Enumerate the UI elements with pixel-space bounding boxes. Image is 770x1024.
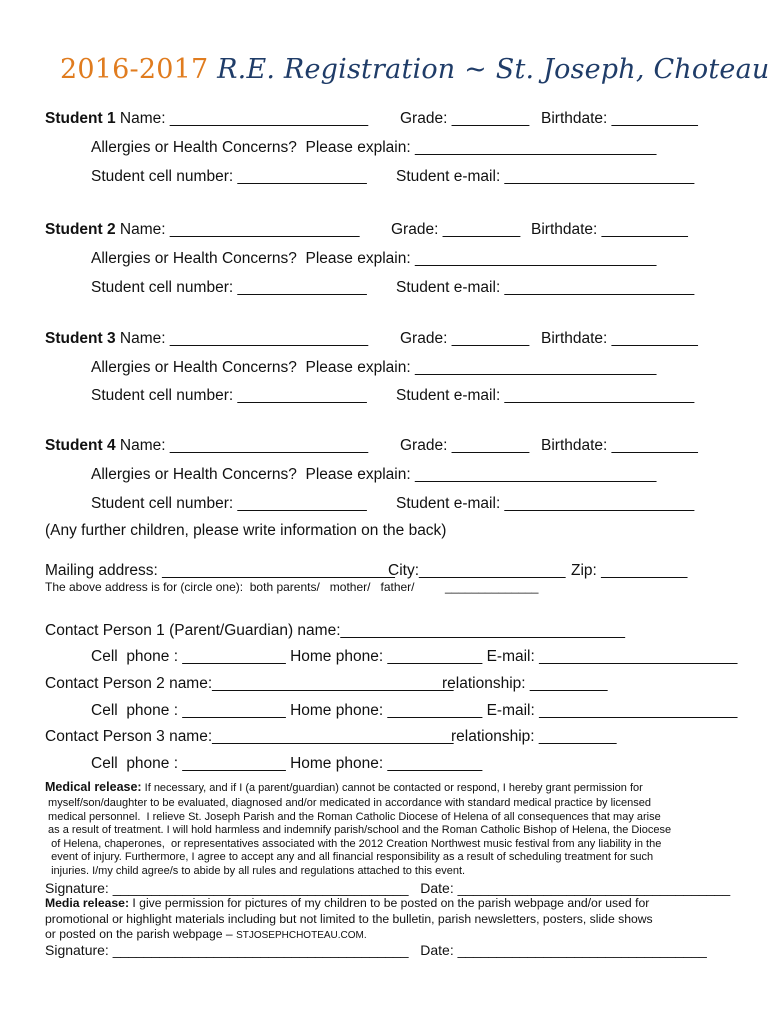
student-grade-field[interactable]: Grade: _________ (400, 437, 530, 454)
student-4-name-row (45, 437, 368, 455)
student-cell-field[interactable]: Student cell number: _______________ (91, 279, 367, 296)
mailing-address-field[interactable]: Mailing address: ___________________________ (45, 562, 395, 579)
media-signature-row[interactable]: Signature: ______________________________________ Date: ________________________________ (45, 942, 707, 958)
media-release-first-line (45, 895, 649, 911)
media-release-text: or posted on the parish webpage – (45, 927, 237, 941)
city-field[interactable]: City:_________________ (388, 562, 566, 579)
student-allergies-field[interactable]: Allergies or Health Concerns? Please explain: ____________________________ (91, 359, 657, 376)
medical-release-text: event of injury. Furthermore, I agree to accept any and all financial responsibility as a result of scheduling treatment for such (45, 851, 654, 863)
address-for-note: The above address is for (circle one): both parents/ mother/ father/ (45, 580, 415, 594)
student-email-field[interactable]: Student e-mail: ______________________ (396, 168, 695, 185)
student-name-field[interactable]: Name: _______________________ (115, 330, 369, 347)
media-release-text: I give permission for pictures of my children to be posted on the parish webpage and/or used for (129, 896, 650, 910)
student-birthdate-field[interactable]: Birthdate: __________ (541, 437, 698, 454)
medical-release-text: myself/son/daughter to be evaluated, diagnosed and/or medicated in accordance with standard medical practice by licensed (45, 797, 651, 809)
address-for-blank[interactable]: ______________ (445, 580, 539, 594)
student-label: Student 4 (45, 437, 116, 454)
student-grade-field[interactable]: Grade: _________ (400, 330, 530, 347)
student-3-name-row (45, 330, 368, 348)
contact-3-name-field[interactable]: Contact Person 3 name:____________________________ (45, 728, 454, 745)
student-name-field[interactable]: Name: ______________________ (115, 221, 360, 238)
medical-release-text: If necessary, and if I (a parent/guardian) cannot be contacted or respond, I hereby grant permission for (141, 782, 643, 794)
contact-1-phones-row[interactable]: Cell phone : ____________ Home phone: ___________ E-mail: _______________________ (91, 648, 738, 665)
medical-release-text: as a result of treatment. I will hold harmless and indemnify parish/school and the Roman Catholic Bishop of Helena, the Diocese (45, 824, 672, 836)
student-2-name-row (45, 221, 360, 239)
student-birthdate-field[interactable]: Birthdate: __________ (541, 110, 698, 127)
medical-release-text: of Helena, chaperones, or representatives associated with the 2012 Creation Northwest music festival from any liability in the (45, 838, 662, 850)
contact-2-name-field[interactable]: Contact Person 2 name:____________________________ (45, 675, 454, 692)
student-birthdate-field[interactable]: Birthdate: __________ (531, 221, 688, 238)
student-label: Student 3 (45, 330, 116, 347)
student-grade-field[interactable]: Grade: _________ (391, 221, 521, 238)
media-release-text: promotional or highlight materials including but not limited to the bulletin, parish newsletters, posters, slide shows (45, 912, 653, 926)
student-name-field[interactable]: Name: _______________________ (115, 110, 369, 127)
student-cell-field[interactable]: Student cell number: _______________ (91, 495, 367, 512)
student-email-field[interactable]: Student e-mail: ______________________ (396, 387, 695, 404)
contact-3-relationship-field[interactable]: relationship: _________ (451, 728, 617, 745)
contact-2-phones-row[interactable]: Cell phone : ____________ Home phone: ___________ E-mail: _______________________ (91, 702, 738, 719)
title-year: 2016-2017 (60, 54, 209, 85)
contact-3-phones-row[interactable]: Cell phone : ____________ Home phone: ___________ (91, 755, 483, 772)
contact-2-relationship-field[interactable]: relationship: _________ (442, 675, 608, 692)
student-label: Student 1 (45, 110, 116, 127)
medical-release-label: Medical release: (45, 780, 142, 794)
student-allergies-field[interactable]: Allergies or Health Concerns? Please explain: ____________________________ (91, 250, 657, 267)
student-email-field[interactable]: Student e-mail: ______________________ (396, 495, 695, 512)
medical-release-text: injuries. I/my child agree/s to abide by all rules and regulations attached to this event. (45, 865, 466, 877)
student-label: Student 2 (45, 221, 116, 238)
medical-release-text: medical personnel. I relieve St. Joseph Parish and the Roman Catholic Diocese of Helena of all consequences that may arise (45, 811, 661, 823)
student-allergies-field[interactable]: Allergies or Health Concerns? Please explain: ____________________________ (91, 139, 657, 156)
contact-1-name-field[interactable]: Contact Person 1 (Parent/Guardian) name:_________________________________ (45, 622, 625, 639)
student-allergies-field[interactable]: Allergies or Health Concerns? Please explain: ____________________________ (91, 466, 657, 483)
parish-website-link[interactable]: STJOSEPHCHOTEAU.COM. (236, 930, 367, 941)
further-children-note: (Any further children, please write information on the back) (45, 522, 447, 539)
student-email-field[interactable]: Student e-mail: ______________________ (396, 279, 695, 296)
student-1-name-row (45, 110, 368, 128)
medical-release-first-line (45, 780, 643, 796)
student-grade-field[interactable]: Grade: _________ (400, 110, 530, 127)
medical-signature-row[interactable]: Signature: ______________________________________ Date: ___________________________________ (45, 880, 731, 896)
media-release-label: Media release: (45, 896, 130, 910)
student-cell-field[interactable]: Student cell number: _______________ (91, 168, 367, 185)
page-title (60, 54, 769, 85)
student-birthdate-field[interactable]: Birthdate: __________ (541, 330, 698, 347)
zip-field[interactable]: Zip: __________ (571, 562, 688, 579)
student-cell-field[interactable]: Student cell number: _______________ (91, 387, 367, 404)
title-text: R.E. Registration ~ St. Joseph, Choteau (208, 54, 770, 85)
student-name-field[interactable]: Name: _______________________ (115, 437, 369, 454)
